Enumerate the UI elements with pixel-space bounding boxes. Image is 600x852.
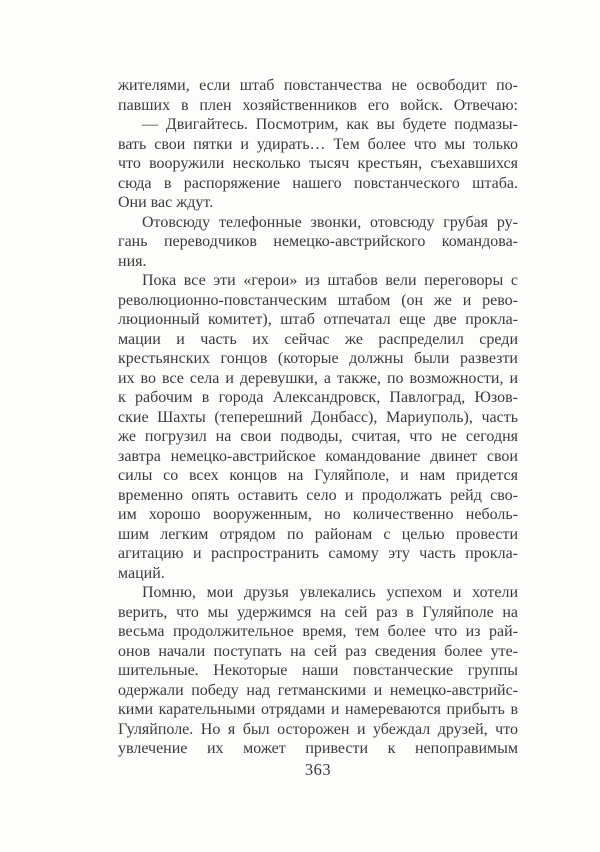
page-number: 363 [304,759,332,779]
text-line: верить, что мы удержимся на сей раз в Гуляйполе на [118,603,518,621]
text-line: Пока все эти «герои» из штабов вели переговоры с [142,272,518,289]
text-line: вать свои пятки и удирать… Тем более что мы только [118,135,518,153]
text-line: что вооружили несколько тысяч крестьян, съехавшихся [118,155,518,172]
text-line: Отовсюду телефонные звонки, отовсюду грубая ру- [142,213,518,231]
text-line: завтра немецко-австрийское командование двинет свои [118,447,518,465]
text-line: Гуляйполе. Но я был осторожен и убеждал друзей, что [118,720,518,738]
text-line: онов начали поступать на сей раз сведения более уте- [118,642,518,660]
text-line: мации и часть их сейчас же распределил среди [118,330,518,348]
text-line: Они вас ждут. [118,194,214,211]
page-text [118,76,518,779]
text-line: шим легким отрядом по районам с целью провести [118,525,518,543]
text-line: силы со всех концов на Гуляйполе, и нам придется [118,467,518,484]
text-line: увлечение их может привести к непоправимым [118,740,518,757]
text-line: к рабочим в города Александровск, Павлоград, Юзов- [118,389,518,406]
text-line: крестьянских гонцов (которые должны были развезти [118,350,518,367]
text-line: шительные. Некоторые наши повстанческие группы [118,662,518,679]
text-line: маций. [118,564,165,582]
text-line: временно опять оставить село и продолжать рейд сво- [118,486,518,504]
text-line: же погрузил на свои подводы, считая, что не сегодня [118,428,518,445]
text-lines [118,76,518,759]
text-line: павших в плен хозяйственников его войск. Отвечаю: [118,96,518,114]
text-line: одержали победу над гетманскими и немецко-австрийс- [118,681,518,699]
text-line: им хорошо вооруженным, но количественно неболь- [118,506,518,523]
text-line: ния. [118,252,147,270]
text-line: агитацию и распространить самому эту часть прокла- [118,545,518,562]
text-line: весьма продолжительное время, тем более что из рай- [118,623,518,640]
text-line: жителями, если штаб повстанчества не освободит по- [118,77,518,94]
text-line: кими карательными отрядами и намереваются прибыть в [118,701,518,718]
text-line: их во все села и деревушки, а также, по возможности, и [118,369,518,387]
text-line: люционный комитет), штаб отпечатал еще две прокла- [118,311,518,328]
text-line: Помню, мои друзья увлекались успехом и хотели [142,584,518,601]
text-line: сюда в распоряжение нашего повстанческого штаба. [118,174,518,192]
text-line: революционно-повстанческим штабом (он же и рево- [118,291,518,309]
text-line: ские Шахты (теперешний Донбасс), Мариуполь), часть [118,408,518,426]
text-line: гань переводчиков немецко-австрийского командова- [118,233,518,250]
text-line: — Двигайтесь. Посмотрим, как вы будете подмазы- [142,116,518,133]
